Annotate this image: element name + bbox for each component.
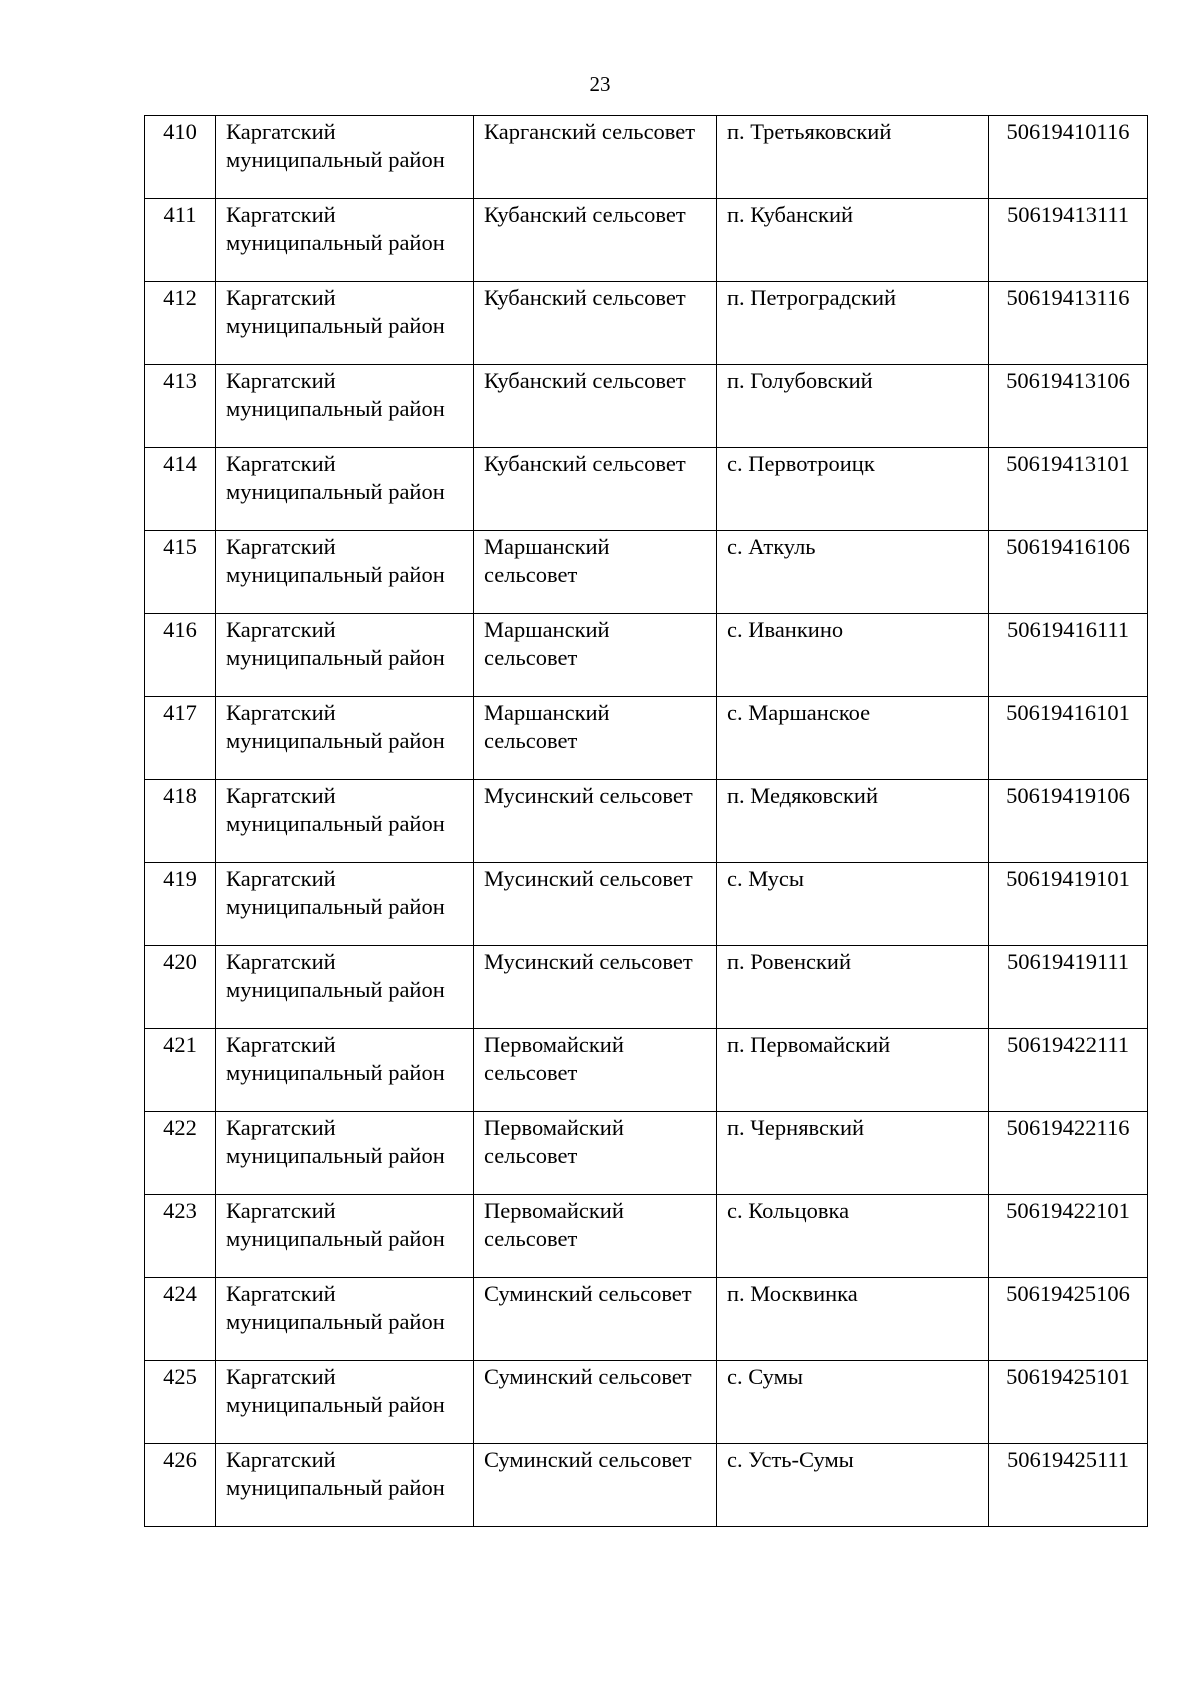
- settlement-cell: с. Кольцовка: [717, 1195, 989, 1278]
- district-cell: Каргатский муниципальный район: [216, 199, 474, 282]
- district-cell: Каргатский муниципальный район: [216, 697, 474, 780]
- council-cell: Мусинский сельсовет: [474, 863, 717, 946]
- row-number-cell: 413: [145, 365, 216, 448]
- table-row: [145, 780, 1148, 863]
- settlement-cell: с. Мусы: [717, 863, 989, 946]
- council-cell: Первомайский сельсовет: [474, 1029, 717, 1112]
- table-row: [145, 1195, 1148, 1278]
- table-body: [145, 116, 1148, 1527]
- council-cell: Карганский сельсовет: [474, 116, 717, 199]
- settlement-cell: п. Третьяковский: [717, 116, 989, 199]
- settlement-cell: п. Первомайский: [717, 1029, 989, 1112]
- district-cell: Каргатский муниципальный район: [216, 365, 474, 448]
- settlement-cell: п. Голубовский: [717, 365, 989, 448]
- settlement-cell: с. Аткуль: [717, 531, 989, 614]
- district-cell: Каргатский муниципальный район: [216, 448, 474, 531]
- oktmo-code-cell: 50619410116: [989, 116, 1148, 199]
- row-number-cell: 422: [145, 1112, 216, 1195]
- row-number-cell: 424: [145, 1278, 216, 1361]
- district-cell: Каргатский муниципальный район: [216, 1361, 474, 1444]
- district-cell: Каргатский муниципальный район: [216, 946, 474, 1029]
- district-cell: Каргатский муниципальный район: [216, 614, 474, 697]
- oktmo-code-cell: 50619419101: [989, 863, 1148, 946]
- row-number-cell: 418: [145, 780, 216, 863]
- council-cell: Мусинский сельсовет: [474, 780, 717, 863]
- council-cell: Маршанский сельсовет: [474, 531, 717, 614]
- row-number-cell: 419: [145, 863, 216, 946]
- district-cell: Каргатский муниципальный район: [216, 1195, 474, 1278]
- settlements-table: [144, 115, 1148, 1527]
- table-row: [145, 199, 1148, 282]
- table-row: [145, 1361, 1148, 1444]
- row-number-cell: 421: [145, 1029, 216, 1112]
- council-cell: Маршанский сельсовет: [474, 614, 717, 697]
- oktmo-code-cell: 50619425111: [989, 1444, 1148, 1527]
- oktmo-code-cell: 50619422111: [989, 1029, 1148, 1112]
- table-row: [145, 282, 1148, 365]
- oktmo-code-cell: 50619425106: [989, 1278, 1148, 1361]
- table-row: [145, 1029, 1148, 1112]
- table-row: [145, 697, 1148, 780]
- oktmo-code-cell: 50619416101: [989, 697, 1148, 780]
- oktmo-code-cell: 50619416111: [989, 614, 1148, 697]
- table-row: [145, 614, 1148, 697]
- settlement-cell: п. Москвинка: [717, 1278, 989, 1361]
- row-number-cell: 423: [145, 1195, 216, 1278]
- district-cell: Каргатский муниципальный район: [216, 116, 474, 199]
- district-cell: Каргатский муниципальный район: [216, 282, 474, 365]
- oktmo-code-cell: 50619422101: [989, 1195, 1148, 1278]
- council-cell: Кубанский сельсовет: [474, 282, 717, 365]
- council-cell: Первомайский сельсовет: [474, 1112, 717, 1195]
- settlement-cell: с. Иванкино: [717, 614, 989, 697]
- district-cell: Каргатский муниципальный район: [216, 1278, 474, 1361]
- oktmo-code-cell: 50619419106: [989, 780, 1148, 863]
- page-number: 23: [589, 72, 611, 96]
- council-cell: Мусинский сельсовет: [474, 946, 717, 1029]
- oktmo-code-cell: 50619425101: [989, 1361, 1148, 1444]
- row-number-cell: 417: [145, 697, 216, 780]
- council-cell: Кубанский сельсовет: [474, 365, 717, 448]
- table-row: [145, 365, 1148, 448]
- settlement-cell: п. Кубанский: [717, 199, 989, 282]
- oktmo-code-cell: 50619422116: [989, 1112, 1148, 1195]
- settlement-cell: п. Ровенский: [717, 946, 989, 1029]
- settlement-cell: с. Маршанское: [717, 697, 989, 780]
- table-row: [145, 1444, 1148, 1527]
- council-cell: Суминский сельсовет: [474, 1278, 717, 1361]
- district-cell: Каргатский муниципальный район: [216, 531, 474, 614]
- row-number-cell: 426: [145, 1444, 216, 1527]
- row-number-cell: 412: [145, 282, 216, 365]
- oktmo-code-cell: 50619413106: [989, 365, 1148, 448]
- district-cell: Каргатский муниципальный район: [216, 1112, 474, 1195]
- oktmo-code-cell: 50619413111: [989, 199, 1148, 282]
- council-cell: Маршанский сельсовет: [474, 697, 717, 780]
- district-cell: Каргатский муниципальный район: [216, 1029, 474, 1112]
- settlement-cell: п. Медяковский: [717, 780, 989, 863]
- row-number-cell: 415: [145, 531, 216, 614]
- district-cell: Каргатский муниципальный район: [216, 863, 474, 946]
- table-row: [145, 1278, 1148, 1361]
- settlement-cell: с. Первотроицк: [717, 448, 989, 531]
- row-number-cell: 411: [145, 199, 216, 282]
- settlement-cell: с. Сумы: [717, 1361, 989, 1444]
- table-row: [145, 863, 1148, 946]
- council-cell: Кубанский сельсовет: [474, 448, 717, 531]
- district-cell: Каргатский муниципальный район: [216, 780, 474, 863]
- district-cell: Каргатский муниципальный район: [216, 1444, 474, 1527]
- settlement-cell: с. Усть-Сумы: [717, 1444, 989, 1527]
- table-row: [145, 531, 1148, 614]
- council-cell: Суминский сельсовет: [474, 1444, 717, 1527]
- oktmo-code-cell: 50619416106: [989, 531, 1148, 614]
- table-row: [145, 1112, 1148, 1195]
- row-number-cell: 410: [145, 116, 216, 199]
- table-row: [145, 946, 1148, 1029]
- table-row: [145, 448, 1148, 531]
- settlement-cell: п. Чернявский: [717, 1112, 989, 1195]
- council-cell: Первомайский сельсовет: [474, 1195, 717, 1278]
- table-row: [145, 116, 1148, 199]
- settlement-cell: п. Петроградский: [717, 282, 989, 365]
- row-number-cell: 425: [145, 1361, 216, 1444]
- oktmo-code-cell: 50619413116: [989, 282, 1148, 365]
- council-cell: Кубанский сельсовет: [474, 199, 717, 282]
- row-number-cell: 416: [145, 614, 216, 697]
- council-cell: Суминский сельсовет: [474, 1361, 717, 1444]
- row-number-cell: 420: [145, 946, 216, 1029]
- oktmo-code-cell: 50619419111: [989, 946, 1148, 1029]
- row-number-cell: 414: [145, 448, 216, 531]
- oktmo-code-cell: 50619413101: [989, 448, 1148, 531]
